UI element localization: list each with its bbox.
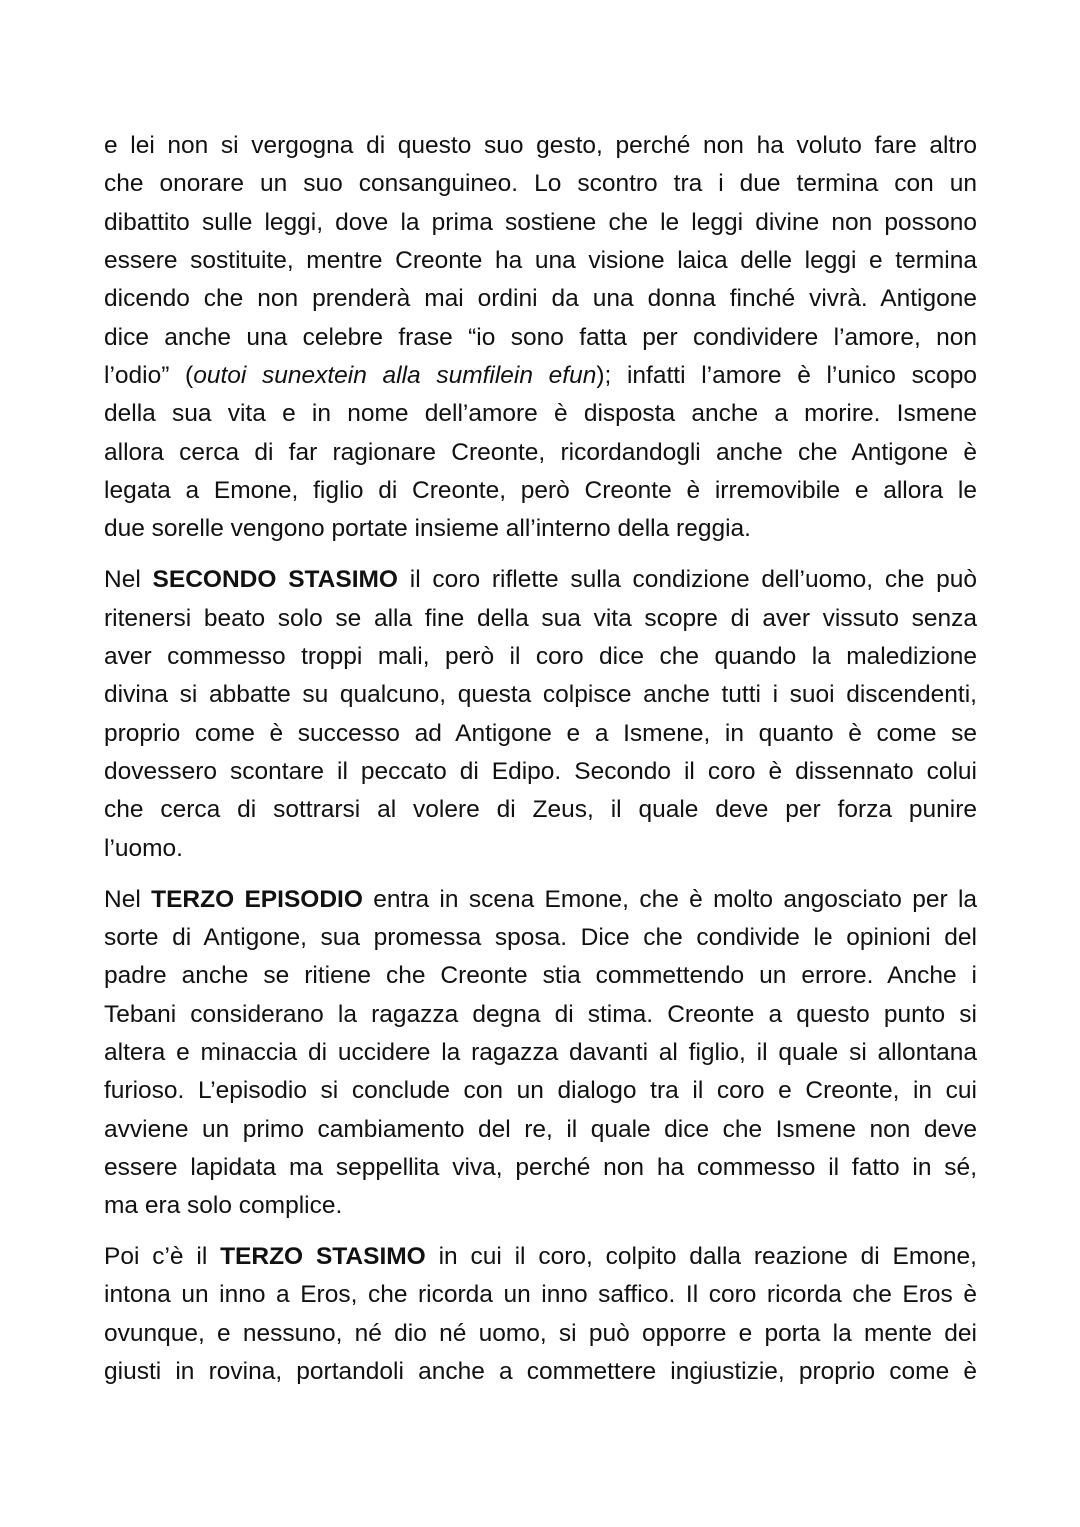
text-segment: Nel: [104, 885, 152, 913]
text-segment: Nel: [104, 566, 153, 594]
text-line: che cerca di sottrarsi al volere di Zeus, il quale deve per forza punire: [104, 796, 977, 824]
paragraph-secondo-stasimo: [104, 561, 977, 868]
paragraph-terzo-episodio: [104, 881, 977, 1226]
text-line: aver commesso troppi mali, però il coro dice che quando la maledizione: [104, 642, 977, 670]
text-segment: Poi c’è il: [104, 1243, 221, 1271]
text-line: sorte di Antigone, sua promessa sposa. Dice che condivide le opinioni del: [104, 923, 977, 951]
text-line: avviene un primo cambiamento del re, il quale dice che Ismene non deve: [104, 1115, 977, 1143]
text-segment: entra in scena Emone, che è molto angosciato per la: [362, 885, 977, 913]
text-line: legata a Emone, figlio di Creonte, però Creonte è irremovibile e allora le: [104, 477, 977, 505]
text-segment: il coro riflette sulla condizione dell’uomo, che può: [398, 566, 977, 594]
text-line: padre anche se ritiene che Creonte stia commettendo un errore. Anche i: [104, 962, 977, 990]
paragraph-1: [104, 127, 977, 549]
text-line: intona un inno a Eros, che ricorda un inno saffico. Il coro ricorda che Eros è: [104, 1281, 977, 1309]
text-line: e lei non si vergogna di questo suo gesto, perché non ha voluto fare altro: [104, 132, 977, 159]
text-line: [104, 1238, 977, 1276]
text-line: essere sostituite, mentre Creonte ha una visione laica delle leggi e termina: [104, 247, 977, 275]
text-line: [104, 881, 977, 919]
text-segment: l’odio” (: [104, 362, 194, 390]
text-segment: in cui il coro, colpito dalla reazione di Emone,: [425, 1243, 977, 1271]
section-heading-bold: TERZO EPISODIO: [151, 885, 363, 913]
text-line: dibattito sulle leggi, dove la prima sostiene che le leggi divine non possono: [104, 208, 977, 236]
paragraph-terzo-stasimo: [104, 1238, 977, 1391]
text-line: Tebani considerano la ragazza degna di stima. Creonte a questo punto si: [104, 1000, 977, 1028]
text-line: ritenersi beato solo se alla fine della sua vita scopre di aver vissuto senza: [104, 604, 977, 632]
text-line: l’uomo.: [104, 834, 183, 862]
text-line: due sorelle vengono portate insieme all’interno della reggia.: [104, 515, 751, 543]
text-line: ma era solo complice.: [104, 1192, 343, 1220]
text-line: furioso. L’episodio si conclude con un dialogo tra il coro e Creonte, in cui: [104, 1077, 977, 1105]
text-line: divina si abbatte su qualcuno, questa colpisce anche tutti i suoi discendenti,: [104, 681, 977, 709]
text-segment: ); infatti l’amore è l’unico scopo: [596, 362, 977, 390]
greek-quote-italic: outoi sunextein alla sumfilein efun: [193, 362, 597, 390]
text-line: giusti in rovina, portandoli anche a commettere ingiustizie, proprio come è: [104, 1358, 977, 1386]
text-line: essere lapidata ma seppellita viva, perché non ha commesso il fatto in sé,: [104, 1153, 977, 1181]
section-heading-bold: TERZO STASIMO: [220, 1243, 426, 1271]
text-line: che onorare un suo consanguineo. Lo scontro tra i due termina con un: [104, 170, 977, 198]
text-line: [104, 561, 977, 599]
text-line: allora cerca di far ragionare Creonte, ricordandogli anche che Antigone è: [104, 438, 977, 466]
text-line: altera e minaccia di uccidere la ragazza davanti al figlio, il quale si allontana: [104, 1038, 977, 1066]
text-line: dicendo che non prenderà mai ordini da una donna finché vivrà. Antigone: [104, 285, 977, 313]
text-line: della sua vita e in nome dell’amore è disposta anche a morire. Ismene: [104, 400, 977, 428]
text-line: dice anche una celebre frase “io sono fatta per condividere l’amore, non: [104, 323, 977, 351]
text-line: [104, 357, 977, 395]
text-line: dovessero scontare il peccato di Edipo. Secondo il coro è dissennato colui: [104, 758, 977, 785]
text-line: proprio come è successo ad Antigone e a Ismene, in quanto è come se: [104, 719, 977, 747]
text-line: ovunque, e nessuno, né dio né uomo, si può opporre e porta la mente dei: [104, 1319, 977, 1347]
section-heading-bold: SECONDO STASIMO: [152, 566, 398, 594]
